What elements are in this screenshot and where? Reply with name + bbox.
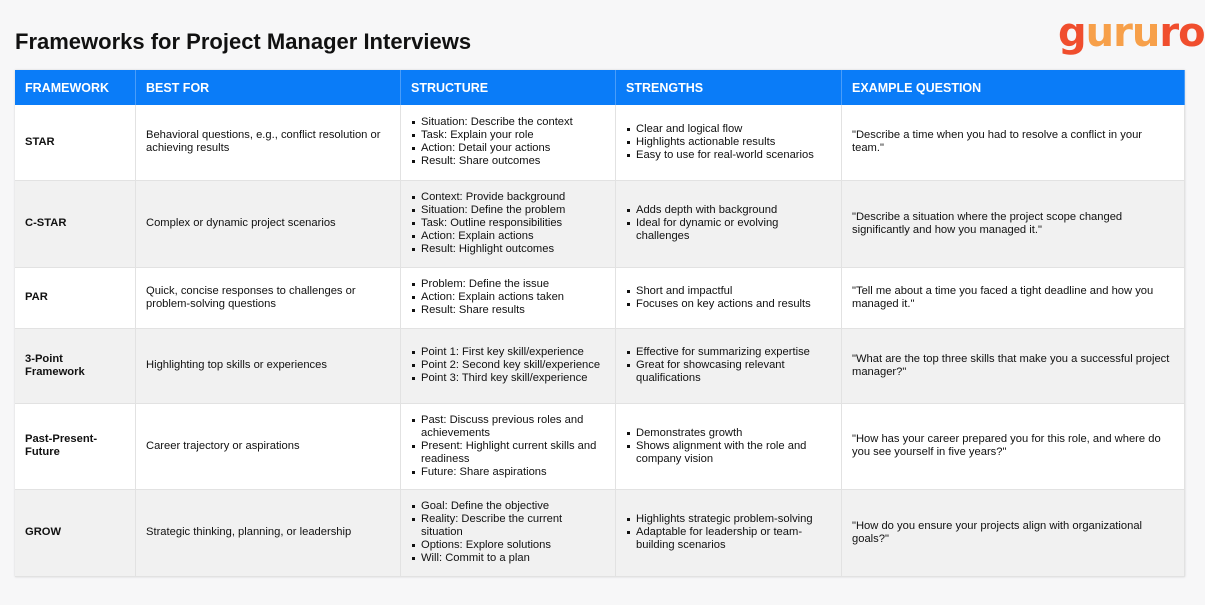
structure-item: Action: Explain actions [411, 230, 605, 243]
best-for-cell: Career trajectory or aspirations [136, 403, 401, 489]
structure-item: Context: Provide background [411, 191, 605, 204]
structure-item: Result: Share results [411, 304, 605, 317]
structure-item: Point 3: Third key skill/experience [411, 372, 605, 385]
strengths-item: Highlights strategic problem-solving [626, 513, 831, 526]
structure-cell [401, 105, 616, 180]
header-example-question: EXAMPLE QUESTION [842, 70, 1185, 105]
best-for-cell: Behavioral questions, e.g., conflict resolution or achieving results [136, 105, 401, 180]
strengths-list [626, 513, 831, 552]
strengths-cell [616, 180, 842, 267]
structure-list [411, 414, 605, 479]
example-question-cell: "Tell me about a time you faced a tight deadline and how you managed it." [842, 267, 1185, 328]
example-question-cell: "What are the top three skills that make you a successful project manager?" [842, 328, 1185, 403]
structure-item: Situation: Define the problem [411, 204, 605, 217]
structure-item: Situation: Describe the context [411, 116, 605, 129]
strengths-cell [616, 403, 842, 489]
best-for-cell: Strategic thinking, planning, or leadership [136, 489, 401, 576]
framework-cell: C-STAR [15, 180, 136, 267]
structure-list [411, 116, 605, 168]
example-question-cell: "How has your career prepared you for this role, and where do you see yourself in five years?" [842, 403, 1185, 489]
strengths-cell [616, 328, 842, 403]
structure-item: Past: Discuss previous roles and achievements [411, 414, 605, 440]
table-row [15, 328, 1185, 403]
strengths-item: Adds depth with background [626, 204, 831, 217]
example-question-cell: "Describe a situation where the project scope changed significantly and how you managed it." [842, 180, 1185, 267]
header-best-for: BEST FOR [136, 70, 401, 105]
strengths-cell [616, 489, 842, 576]
best-for-cell: Highlighting top skills or experiences [136, 328, 401, 403]
structure-item: Point 2: Second key skill/experience [411, 359, 605, 372]
structure-item: Result: Share outcomes [411, 155, 605, 168]
strengths-item: Ideal for dynamic or evolving challenges [626, 217, 831, 243]
structure-cell [401, 328, 616, 403]
structure-item: Task: Explain your role [411, 129, 605, 142]
strengths-cell [616, 267, 842, 328]
framework-cell: GROW [15, 489, 136, 576]
table-row [15, 180, 1185, 267]
header-strengths: STRENGTHS [616, 70, 842, 105]
structure-item: Present: Highlight current skills and readiness [411, 440, 605, 466]
table-row [15, 403, 1185, 489]
strengths-item: Demonstrates growth [626, 427, 831, 440]
framework-cell: Past-Present-Future [15, 403, 136, 489]
strengths-item: Effective for summarizing expertise [626, 346, 831, 359]
structure-item: Task: Outline responsibilities [411, 217, 605, 230]
strengths-item: Adaptable for leadership or team-building scenarios [626, 526, 831, 552]
structure-list [411, 346, 605, 385]
structure-item: Goal: Define the objective [411, 500, 605, 513]
header-framework: FRAMEWORK [15, 70, 136, 105]
framework-cell: PAR [15, 267, 136, 328]
table-row [15, 489, 1185, 576]
table-row [15, 105, 1185, 180]
strengths-list [626, 285, 831, 311]
strengths-cell [616, 105, 842, 180]
frameworks-table [15, 70, 1185, 577]
strengths-item: Focuses on key actions and results [626, 298, 831, 311]
structure-item: Options: Explore solutions [411, 539, 605, 552]
table-header-row [15, 70, 1185, 105]
framework-cell: 3-Point Framework [15, 328, 136, 403]
strengths-item: Short and impactful [626, 285, 831, 298]
page-title: Frameworks for Project Manager Interviews [15, 29, 472, 54]
strengths-item: Shows alignment with the role and company vision [626, 440, 831, 466]
strengths-list [626, 123, 831, 162]
structure-item: Result: Highlight outcomes [411, 243, 605, 256]
gururo-logo: gururo [1058, 10, 1205, 56]
structure-list [411, 278, 605, 317]
structure-item: Problem: Define the issue [411, 278, 605, 291]
structure-cell [401, 489, 616, 576]
structure-cell [401, 403, 616, 489]
structure-list [411, 500, 605, 565]
strengths-item: Easy to use for real-world scenarios [626, 149, 831, 162]
header-structure: STRUCTURE [401, 70, 616, 105]
strengths-list [626, 346, 831, 385]
table-row [15, 267, 1185, 328]
structure-item: Action: Detail your actions [411, 142, 605, 155]
best-for-cell: Complex or dynamic project scenarios [136, 180, 401, 267]
strengths-list [626, 427, 831, 466]
example-question-cell: "How do you ensure your projects align with organizational goals?" [842, 489, 1185, 576]
structure-item: Reality: Describe the current situation [411, 513, 605, 539]
strengths-item: Great for showcasing relevant qualifications [626, 359, 831, 385]
structure-list [411, 191, 605, 256]
structure-cell [401, 180, 616, 267]
structure-item: Point 1: First key skill/experience [411, 346, 605, 359]
example-question-cell: "Describe a time when you had to resolve a conflict in your team." [842, 105, 1185, 180]
structure-item: Future: Share aspirations [411, 466, 605, 479]
strengths-list [626, 204, 831, 243]
structure-item: Will: Commit to a plan [411, 552, 605, 565]
framework-cell: STAR [15, 105, 136, 180]
best-for-cell: Quick, concise responses to challenges or problem-solving questions [136, 267, 401, 328]
structure-cell [401, 267, 616, 328]
strengths-item: Highlights actionable results [626, 136, 831, 149]
strengths-item: Clear and logical flow [626, 123, 831, 136]
structure-item: Action: Explain actions taken [411, 291, 605, 304]
